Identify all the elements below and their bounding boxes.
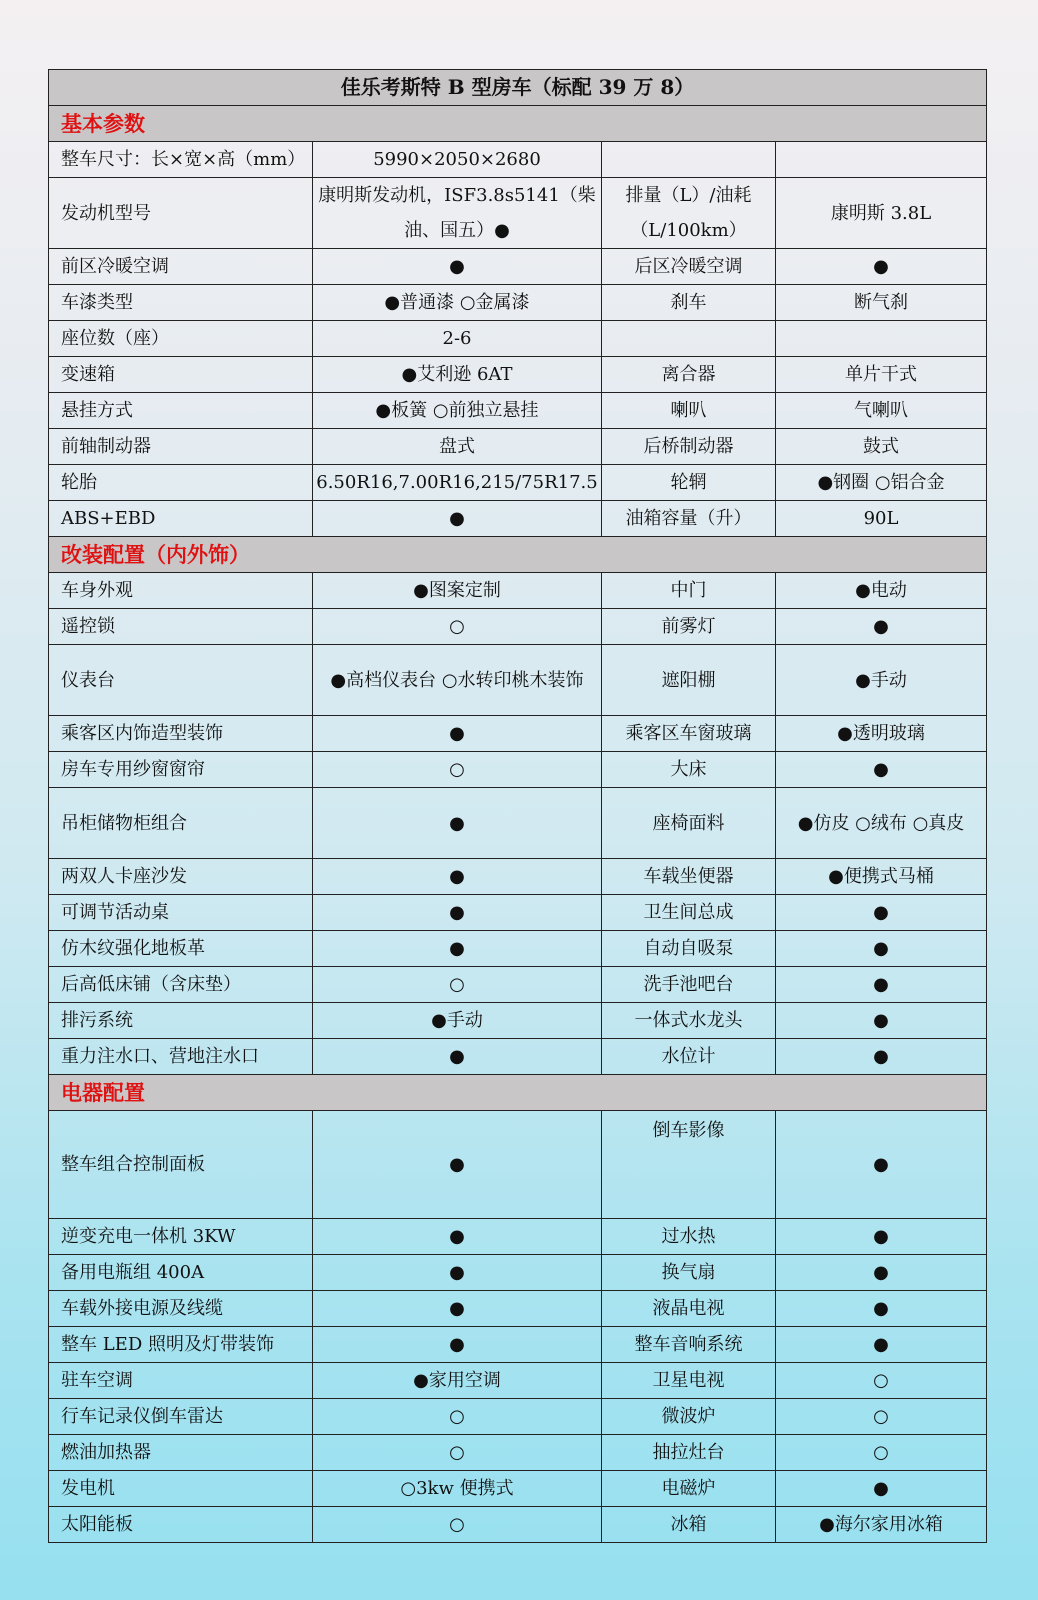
param-name: 卫生间总成 — [602, 895, 776, 931]
table-row — [49, 716, 987, 752]
table-row — [49, 645, 987, 716]
param-value: ● — [776, 1471, 987, 1507]
param-name: 仪表台 — [49, 645, 313, 716]
page-title: 佳乐考斯特 B 型房车（标配 39 万 8） — [49, 70, 987, 106]
table-row — [49, 1327, 987, 1363]
param-name: 备用电瓶组 400A — [49, 1255, 313, 1291]
param-value: ● — [776, 1291, 987, 1327]
section-row-electric — [49, 1075, 987, 1111]
param-name: 液晶电视 — [602, 1291, 776, 1327]
param-value: ●透明玻璃 — [776, 716, 987, 752]
param-name: 洗手池吧台 — [602, 967, 776, 1003]
param-value: ● — [313, 931, 602, 967]
table-row — [49, 501, 987, 537]
param-value: ●仿皮 ○绒布 ○真皮 — [776, 788, 987, 859]
param-name: 逆变充电一体机 3KW — [49, 1219, 313, 1255]
table-row — [49, 1291, 987, 1327]
param-name: 喇叭 — [602, 393, 776, 429]
param-value — [776, 321, 987, 357]
param-value: ● — [313, 1255, 602, 1291]
param-name: 冰箱 — [602, 1507, 776, 1543]
param-value: ● — [313, 788, 602, 859]
table-row — [49, 1399, 987, 1435]
param-name: 后桥制动器 — [602, 429, 776, 465]
param-name: 整车组合控制面板 — [49, 1111, 313, 1219]
param-name: 排量（L）/油耗（L/100km） — [602, 178, 776, 249]
param-value: ○ — [776, 1399, 987, 1435]
table-row — [49, 357, 987, 393]
param-value: ● — [313, 895, 602, 931]
param-name: 房车专用纱窗窗帘 — [49, 752, 313, 788]
param-name: 前轴制动器 — [49, 429, 313, 465]
table-row — [49, 859, 987, 895]
param-name: 发电机 — [49, 1471, 313, 1507]
param-value: 90L — [776, 501, 987, 537]
param-value: ○ — [313, 1399, 602, 1435]
param-value: ○ — [313, 752, 602, 788]
param-value: ● — [776, 1255, 987, 1291]
param-name: 刹车 — [602, 285, 776, 321]
param-value: ●板簧 ○前独立悬挂 — [313, 393, 602, 429]
table-row — [49, 788, 987, 859]
param-value: ●高档仪表台 ○水转印桃木装饰 — [313, 645, 602, 716]
param-value: ● — [776, 752, 987, 788]
param-name: 整车音响系统 — [602, 1327, 776, 1363]
param-value: 5990×2050×2680 — [313, 142, 602, 178]
table-row — [49, 142, 987, 178]
param-value: 断气刹 — [776, 285, 987, 321]
table-row — [49, 1219, 987, 1255]
param-value: ○ — [776, 1363, 987, 1399]
param-value: ● — [313, 501, 602, 537]
param-name: 倒车影像 — [602, 1111, 776, 1219]
param-value: 6.50R16,7.00R16,215/75R17.5 — [313, 465, 602, 501]
param-name: 微波炉 — [602, 1399, 776, 1435]
param-name: 前区冷暖空调 — [49, 249, 313, 285]
param-value: ● — [776, 1219, 987, 1255]
param-name: 发动机型号 — [49, 178, 313, 249]
param-name: 过水热 — [602, 1219, 776, 1255]
table-row — [49, 573, 987, 609]
param-name: 太阳能板 — [49, 1507, 313, 1543]
param-name: 乘客区车窗玻璃 — [602, 716, 776, 752]
param-name: 车载外接电源及线缆 — [49, 1291, 313, 1327]
param-value: ● — [776, 895, 987, 931]
table-row — [49, 609, 987, 645]
param-value: ● — [313, 716, 602, 752]
param-name: 行车记录仪倒车雷达 — [49, 1399, 313, 1435]
param-value: 单片干式 — [776, 357, 987, 393]
param-name: 大床 — [602, 752, 776, 788]
param-name: 遥控锁 — [49, 609, 313, 645]
param-name: ABS+EBD — [49, 501, 313, 537]
param-name: 悬挂方式 — [49, 393, 313, 429]
param-name — [602, 321, 776, 357]
param-value: 盘式 — [313, 429, 602, 465]
param-value: ● — [313, 1219, 602, 1255]
param-name: 卫星电视 — [602, 1363, 776, 1399]
table-row — [49, 321, 987, 357]
param-name: 整车 LED 照明及灯带装饰 — [49, 1327, 313, 1363]
section-title-basic: 基本参数 — [49, 106, 987, 142]
param-value: ●海尔家用冰箱 — [776, 1507, 987, 1543]
param-value: ●普通漆 ○金属漆 — [313, 285, 602, 321]
param-value: ● — [313, 1111, 602, 1219]
table-row — [49, 1039, 987, 1075]
param-name: 电磁炉 — [602, 1471, 776, 1507]
table-row — [49, 1003, 987, 1039]
table-row — [49, 1111, 987, 1219]
param-value: ○ — [313, 609, 602, 645]
param-name: 座椅面料 — [602, 788, 776, 859]
param-name: 可调节活动桌 — [49, 895, 313, 931]
section-title-electric: 电器配置 — [49, 1075, 987, 1111]
param-name — [602, 142, 776, 178]
param-value: ●手动 — [313, 1003, 602, 1039]
param-name: 抽拉灶台 — [602, 1435, 776, 1471]
param-value: ● — [776, 1003, 987, 1039]
table-row — [49, 429, 987, 465]
param-value: ○ — [313, 1435, 602, 1471]
param-value: ○ — [313, 967, 602, 1003]
param-name: 两双人卡座沙发 — [49, 859, 313, 895]
param-name: 油箱容量（升） — [602, 501, 776, 537]
param-value: 气喇叭 — [776, 393, 987, 429]
param-value: ● — [776, 609, 987, 645]
param-value: ● — [776, 967, 987, 1003]
param-value: ○ — [776, 1435, 987, 1471]
section-row-basic — [49, 106, 987, 142]
param-name: 车身外观 — [49, 573, 313, 609]
param-name: 后高低床铺（含床垫） — [49, 967, 313, 1003]
table-row — [49, 285, 987, 321]
param-value: ● — [313, 1039, 602, 1075]
table-row — [49, 178, 987, 249]
param-name: 变速箱 — [49, 357, 313, 393]
param-value: ● — [313, 1291, 602, 1327]
param-name: 轮胎 — [49, 465, 313, 501]
param-name: 一体式水龙头 — [602, 1003, 776, 1039]
table-row — [49, 1471, 987, 1507]
param-value — [776, 142, 987, 178]
table-row — [49, 752, 987, 788]
table-row — [49, 1507, 987, 1543]
param-name: 前雾灯 — [602, 609, 776, 645]
param-value: ● — [776, 931, 987, 967]
param-value: 康明斯 3.8L — [776, 178, 987, 249]
param-value: ●手动 — [776, 645, 987, 716]
param-name: 遮阳棚 — [602, 645, 776, 716]
spec-table — [48, 69, 987, 1543]
param-name: 整车尺寸：长×宽×高（mm） — [49, 142, 313, 178]
param-value: ●图案定制 — [313, 573, 602, 609]
param-value: ●艾利逊 6AT — [313, 357, 602, 393]
param-value: ● — [776, 1327, 987, 1363]
table-row — [49, 895, 987, 931]
table-row — [49, 967, 987, 1003]
param-name: 排污系统 — [49, 1003, 313, 1039]
param-name: 轮辋 — [602, 465, 776, 501]
table-row — [49, 931, 987, 967]
param-name: 车漆类型 — [49, 285, 313, 321]
param-value: 鼓式 — [776, 429, 987, 465]
param-value: ● — [313, 1327, 602, 1363]
param-value: ● — [776, 249, 987, 285]
param-value: ●便携式马桶 — [776, 859, 987, 895]
param-value: ●家用空调 — [313, 1363, 602, 1399]
param-name: 乘客区内饰造型装饰 — [49, 716, 313, 752]
param-name: 离合器 — [602, 357, 776, 393]
param-name: 燃油加热器 — [49, 1435, 313, 1471]
param-name: 换气扇 — [602, 1255, 776, 1291]
param-name: 车载坐便器 — [602, 859, 776, 895]
param-name: 吊柜储物柜组合 — [49, 788, 313, 859]
table-row — [49, 1363, 987, 1399]
table-row — [49, 249, 987, 285]
param-value: ● — [776, 1039, 987, 1075]
param-value: ●钢圈 ○铝合金 — [776, 465, 987, 501]
param-name: 中门 — [602, 573, 776, 609]
param-name: 后区冷暖空调 — [602, 249, 776, 285]
param-value: ●电动 — [776, 573, 987, 609]
table-row — [49, 1255, 987, 1291]
param-value: ○ — [313, 1507, 602, 1543]
title-row — [49, 70, 987, 106]
section-row-interior — [49, 537, 987, 573]
table-row — [49, 1435, 987, 1471]
table-row — [49, 393, 987, 429]
param-name: 自动自吸泵 — [602, 931, 776, 967]
param-value: ○3kw 便携式 — [313, 1471, 602, 1507]
section-title-interior: 改装配置（内外饰） — [49, 537, 987, 573]
param-name: 驻车空调 — [49, 1363, 313, 1399]
param-value: 2-6 — [313, 321, 602, 357]
param-name: 重力注水口、营地注水口 — [49, 1039, 313, 1075]
param-name: 仿木纹强化地板革 — [49, 931, 313, 967]
param-name: 水位计 — [602, 1039, 776, 1075]
table-row — [49, 465, 987, 501]
param-value: 康明斯发动机，ISF3.8s5141（柴油、国五）● — [313, 178, 602, 249]
param-value: ● — [313, 249, 602, 285]
spec-sheet — [48, 69, 986, 1543]
param-value: ● — [776, 1111, 987, 1219]
param-name: 座位数（座） — [49, 321, 313, 357]
param-value: ● — [313, 859, 602, 895]
